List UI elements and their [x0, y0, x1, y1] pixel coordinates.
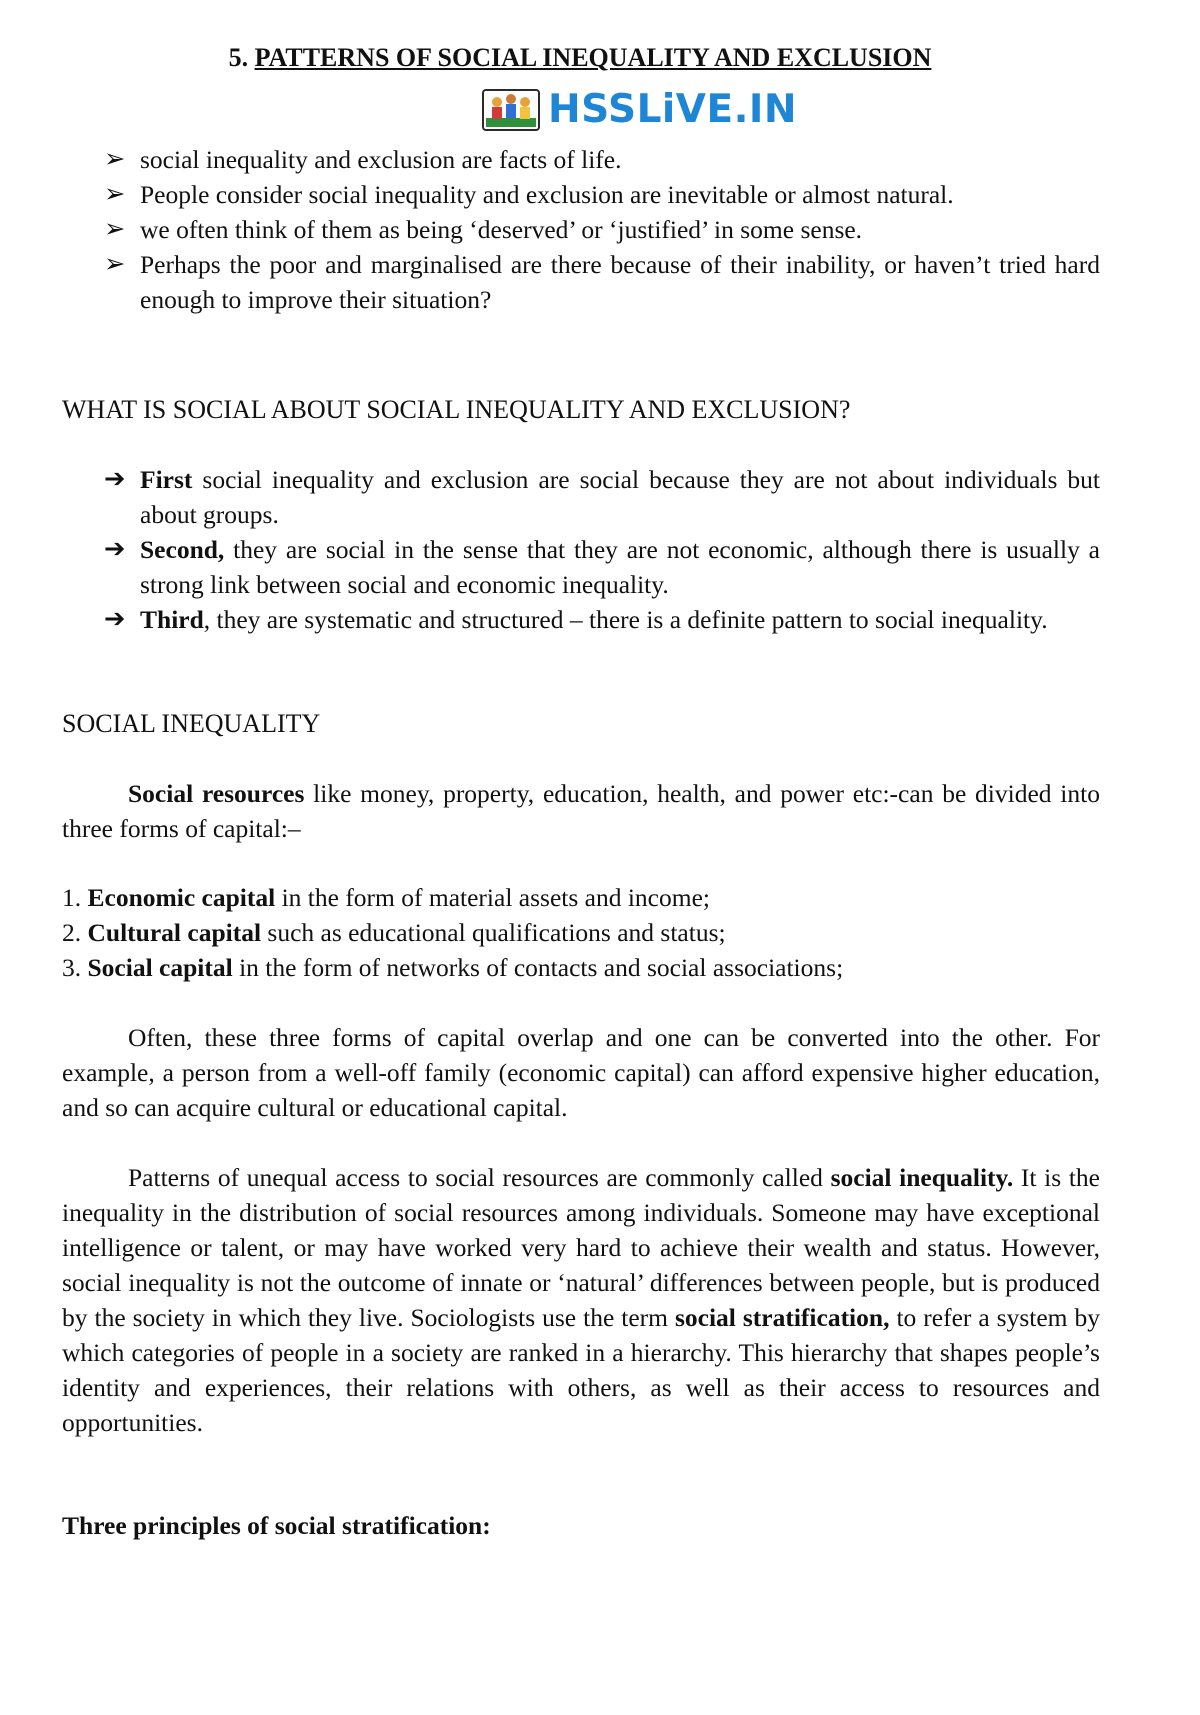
bullet-text: social inequality and exclusion are facts of life. — [140, 145, 622, 174]
item-text: such as educational qualifications and status; — [261, 918, 726, 947]
section-heading-what-is-social: WHAT IS SOCIAL ABOUT SOCIAL INEQUALITY AND EXCLUSION? — [62, 395, 851, 424]
paragraph-text: It is the inequality in the distribution of social resources among individuals. Someone may have exceptional intelligence or talent, or may have worked very hard to achieve their wealth and status. However, social inequality is not the outcome of innate or ‘natural’ differences between people, but is produced by the society in which they live. Sociologists use the term — [62, 1163, 1100, 1332]
paragraph-social-resources — [62, 776, 1100, 846]
point-lead: Third — [140, 605, 204, 634]
point-text: , they are systematic and structured – there is a definite pattern to social inequality. — [203, 605, 1048, 634]
item-number: 3. — [62, 953, 82, 982]
list-item — [62, 532, 1100, 602]
page-title — [0, 42, 1160, 74]
social-points-wrap — [62, 462, 1100, 637]
children-group-logo-icon — [482, 88, 540, 132]
chevron-bullet-icon: ➢ — [104, 249, 126, 279]
section-heading-social-inequality: SOCIAL INEQUALITY — [62, 709, 321, 738]
item-number: 1. — [62, 883, 82, 912]
hsslive-logo — [482, 86, 797, 134]
paragraph-text: Patterns of unequal access to social resources are commonly called — [128, 1163, 831, 1192]
point-text: they are social in the sense that they are not economic, although there is usually a strong link between social and economic inequality. — [140, 535, 1100, 599]
social-points-list — [62, 462, 1100, 637]
list-item — [62, 950, 1100, 985]
chapter-title: PATTERNS OF SOCIAL INEQUALITY AND EXCLUSION — [254, 43, 932, 72]
bullet-text: we often think of them as being ‘deserved’ or ‘justified’ in some sense. — [140, 215, 863, 244]
capital-list-wrap — [62, 880, 1100, 985]
logo-text: HSSLiVE.IN — [548, 87, 798, 132]
item-text: in the form of networks of contacts and social associations; — [232, 953, 844, 982]
item-text: in the form of material assets and income; — [275, 883, 710, 912]
list-item — [62, 212, 1100, 247]
list-item — [62, 880, 1100, 915]
capital-list — [62, 880, 1100, 985]
arrow-bullet-icon: ➔ — [104, 534, 126, 564]
point-text: social inequality and exclusion are social because they are not about individuals but about groups. — [140, 465, 1100, 529]
chevron-bullet-icon: ➢ — [104, 179, 126, 209]
intro-bullet-list-wrap — [62, 142, 1100, 317]
list-item — [62, 177, 1100, 212]
list-item — [62, 602, 1100, 637]
term: Economic capital — [87, 883, 276, 912]
arrow-bullet-icon: ➔ — [104, 464, 126, 494]
arrow-bullet-icon: ➔ — [104, 604, 126, 634]
paragraph-text: like money, property, education, health, and power etc:-can be divided into three forms of capital:– — [62, 779, 1100, 843]
point-lead: Second, — [140, 535, 225, 564]
list-item — [62, 142, 1100, 177]
chapter-number: 5. — [228, 43, 249, 72]
intro-bullet-list — [62, 142, 1100, 317]
list-item — [62, 915, 1100, 950]
term: Social capital — [87, 953, 233, 982]
term-social-stratification: social stratification, — [674, 1303, 890, 1332]
paragraph-capital-overlap: Often, these three forms of capital overlap and one can be converted into the other. For example, a person from a well-off family (economic capital) can afford expensive higher education, and so can acquire cultural or educational capital. — [62, 1023, 1100, 1122]
chevron-bullet-icon: ➢ — [104, 214, 126, 244]
term: Cultural capital — [87, 918, 262, 947]
paragraph-text: to refer a system by which categories of people in a society are ranked in a hierarchy. This hierarchy that shapes people’s identity and experiences, their relations with others, as well as their access to resources and opportunities. — [62, 1303, 1100, 1437]
item-number: 2. — [62, 918, 82, 947]
subheading-three-principles: Three principles of social stratification: — [62, 1511, 491, 1540]
chevron-bullet-icon: ➢ — [104, 144, 126, 174]
bullet-text: Perhaps the poor and marginalised are there because of their inability, or haven’t tried hard enough to improve their situation? — [140, 250, 1100, 314]
term-social-resources: Social resources — [128, 779, 305, 808]
list-item — [62, 462, 1100, 532]
list-item — [62, 247, 1100, 317]
bullet-text: People consider social inequality and exclusion are inevitable or almost natural. — [140, 180, 954, 209]
term-social-inequality: social inequality. — [830, 1163, 1014, 1192]
point-lead: First — [140, 465, 193, 494]
paragraph-social-inequality — [62, 1160, 1100, 1440]
